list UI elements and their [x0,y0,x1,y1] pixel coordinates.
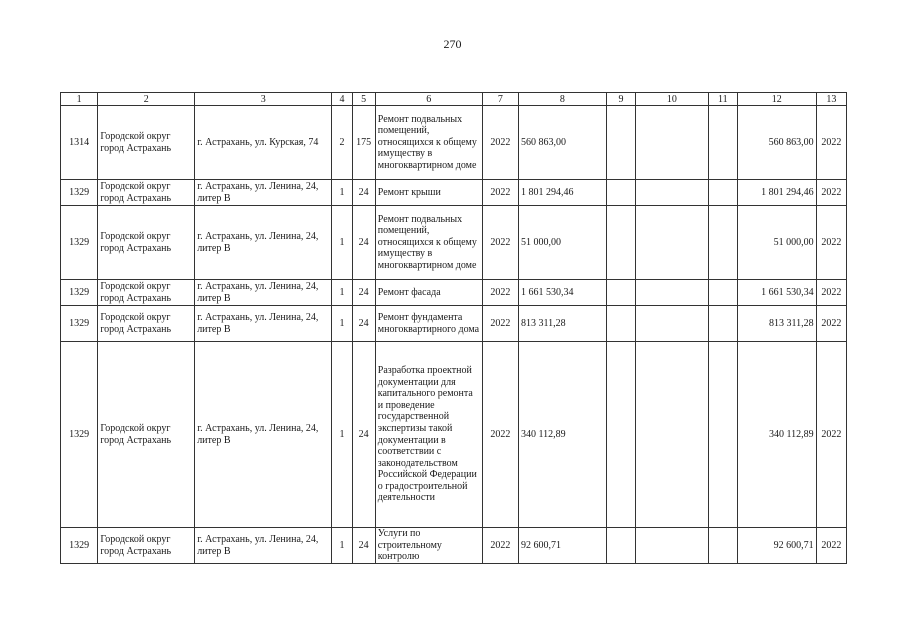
address: г. Астрахань, ул. Ленина, 24, литер В [195,342,332,528]
work-type: Разработка проектной документации для капитального ремонта и проведение государственной экспертизы такой документации в соответствии с законодательством Российской Федерации о градостроительной деятельности [375,342,482,528]
row-id: 1329 [61,180,98,206]
column-header: 8 [519,93,607,106]
table-row [61,306,847,342]
total-cost: 560 863,00 [519,106,607,180]
year: 2022 [482,342,518,528]
col-11-value [708,206,737,280]
column-header: 6 [375,93,482,106]
col-12-cost: 92 600,71 [737,528,816,564]
total-cost: 1 661 530,34 [519,280,607,306]
col-12-cost: 51 000,00 [737,206,816,280]
column-header: 3 [195,93,332,106]
row-id: 1329 [61,280,98,306]
address: г. Астрахань, ул. Курская, 74 [195,106,332,180]
year: 2022 [482,180,518,206]
row-id: 1329 [61,206,98,280]
header-row [61,93,847,106]
col-5-value: 175 [352,106,375,180]
column-header: 13 [816,93,846,106]
col-12-cost: 340 112,89 [737,342,816,528]
col-9-value [606,280,635,306]
year: 2022 [482,280,518,306]
col-10-value [636,528,709,564]
col-12-cost: 560 863,00 [737,106,816,180]
col-13-year: 2022 [816,306,846,342]
municipality: Городской округ город Астрахань [98,280,195,306]
column-header: 10 [636,93,709,106]
work-type: Ремонт фундамента многоквартирного дома [375,306,482,342]
col-9-value [606,180,635,206]
municipality: Городской округ город Астрахань [98,306,195,342]
column-header: 12 [737,93,816,106]
col-9-value [606,528,635,564]
col-11-value [708,180,737,206]
address: г. Астрахань, ул. Ленина, 24, литер В [195,180,332,206]
column-header: 11 [708,93,737,106]
column-header: 7 [482,93,518,106]
col-4-value: 1 [332,206,352,280]
work-type: Ремонт подвальных помещений, относящихся к общему имуществу в многоквартирном доме [375,206,482,280]
row-id: 1329 [61,306,98,342]
address: г. Астрахань, ул. Ленина, 24, литер В [195,206,332,280]
work-type: Ремонт фасада [375,280,482,306]
address: г. Астрахань, ул. Ленина, 24, литер В [195,306,332,342]
table-row [61,280,847,306]
col-10-value [636,206,709,280]
year: 2022 [482,206,518,280]
col-4-value: 1 [332,180,352,206]
table-row [61,342,847,528]
col-9-value [606,206,635,280]
table-row [61,528,847,564]
col-11-value [708,528,737,564]
row-id: 1329 [61,342,98,528]
total-cost: 51 000,00 [519,206,607,280]
page-number: 270 [443,37,462,51]
col-4-value: 1 [332,280,352,306]
col-4-value: 1 [332,306,352,342]
col-12-cost: 813 311,28 [737,306,816,342]
municipality: Городской округ город Астрахань [98,180,195,206]
work-type: Ремонт крыши [375,180,482,206]
col-5-value: 24 [352,306,375,342]
col-10-value [636,280,709,306]
col-5-value: 24 [352,342,375,528]
col-5-value: 24 [352,206,375,280]
col-9-value [606,306,635,342]
table-row [61,106,847,180]
col-13-year: 2022 [816,528,846,564]
column-header: 2 [98,93,195,106]
col-10-value [636,342,709,528]
col-9-value [606,106,635,180]
col-13-year: 2022 [816,180,846,206]
total-cost: 92 600,71 [519,528,607,564]
year: 2022 [482,106,518,180]
capital-repair-table [60,92,847,564]
col-11-value [708,280,737,306]
work-type: Ремонт подвальных помещений, относящихся к общему имуществу в многоквартирном доме [375,106,482,180]
col-10-value [636,180,709,206]
year: 2022 [482,306,518,342]
municipality: Городской округ город Астрахань [98,206,195,280]
col-4-value: 1 [332,342,352,528]
municipality: Городской округ город Астрахань [98,106,195,180]
total-cost: 1 801 294,46 [519,180,607,206]
col-11-value [708,106,737,180]
municipality: Городской округ город Астрахань [98,342,195,528]
col-10-value [636,306,709,342]
column-header: 4 [332,93,352,106]
address: г. Астрахань, ул. Ленина, 24, литер В [195,528,332,564]
col-11-value [708,306,737,342]
column-header: 1 [61,93,98,106]
row-id: 1314 [61,106,98,180]
col-13-year: 2022 [816,106,846,180]
col-13-year: 2022 [816,206,846,280]
table-row [61,206,847,280]
col-4-value: 2 [332,106,352,180]
year: 2022 [482,528,518,564]
col-11-value [708,342,737,528]
col-13-year: 2022 [816,280,846,306]
col-10-value [636,106,709,180]
col-4-value: 1 [332,528,352,564]
total-cost: 813 311,28 [519,306,607,342]
total-cost: 340 112,89 [519,342,607,528]
column-header: 5 [352,93,375,106]
col-5-value: 24 [352,280,375,306]
column-header: 9 [606,93,635,106]
col-9-value [606,342,635,528]
col-5-value: 24 [352,180,375,206]
col-12-cost: 1 801 294,46 [737,180,816,206]
table-row [61,180,847,206]
municipality: Городской округ город Астрахань [98,528,195,564]
col-12-cost: 1 661 530,34 [737,280,816,306]
col-13-year: 2022 [816,342,846,528]
address: г. Астрахань, ул. Ленина, 24, литер В [195,280,332,306]
work-type: Услуги по строительному контролю [375,528,482,564]
row-id: 1329 [61,528,98,564]
col-5-value: 24 [352,528,375,564]
